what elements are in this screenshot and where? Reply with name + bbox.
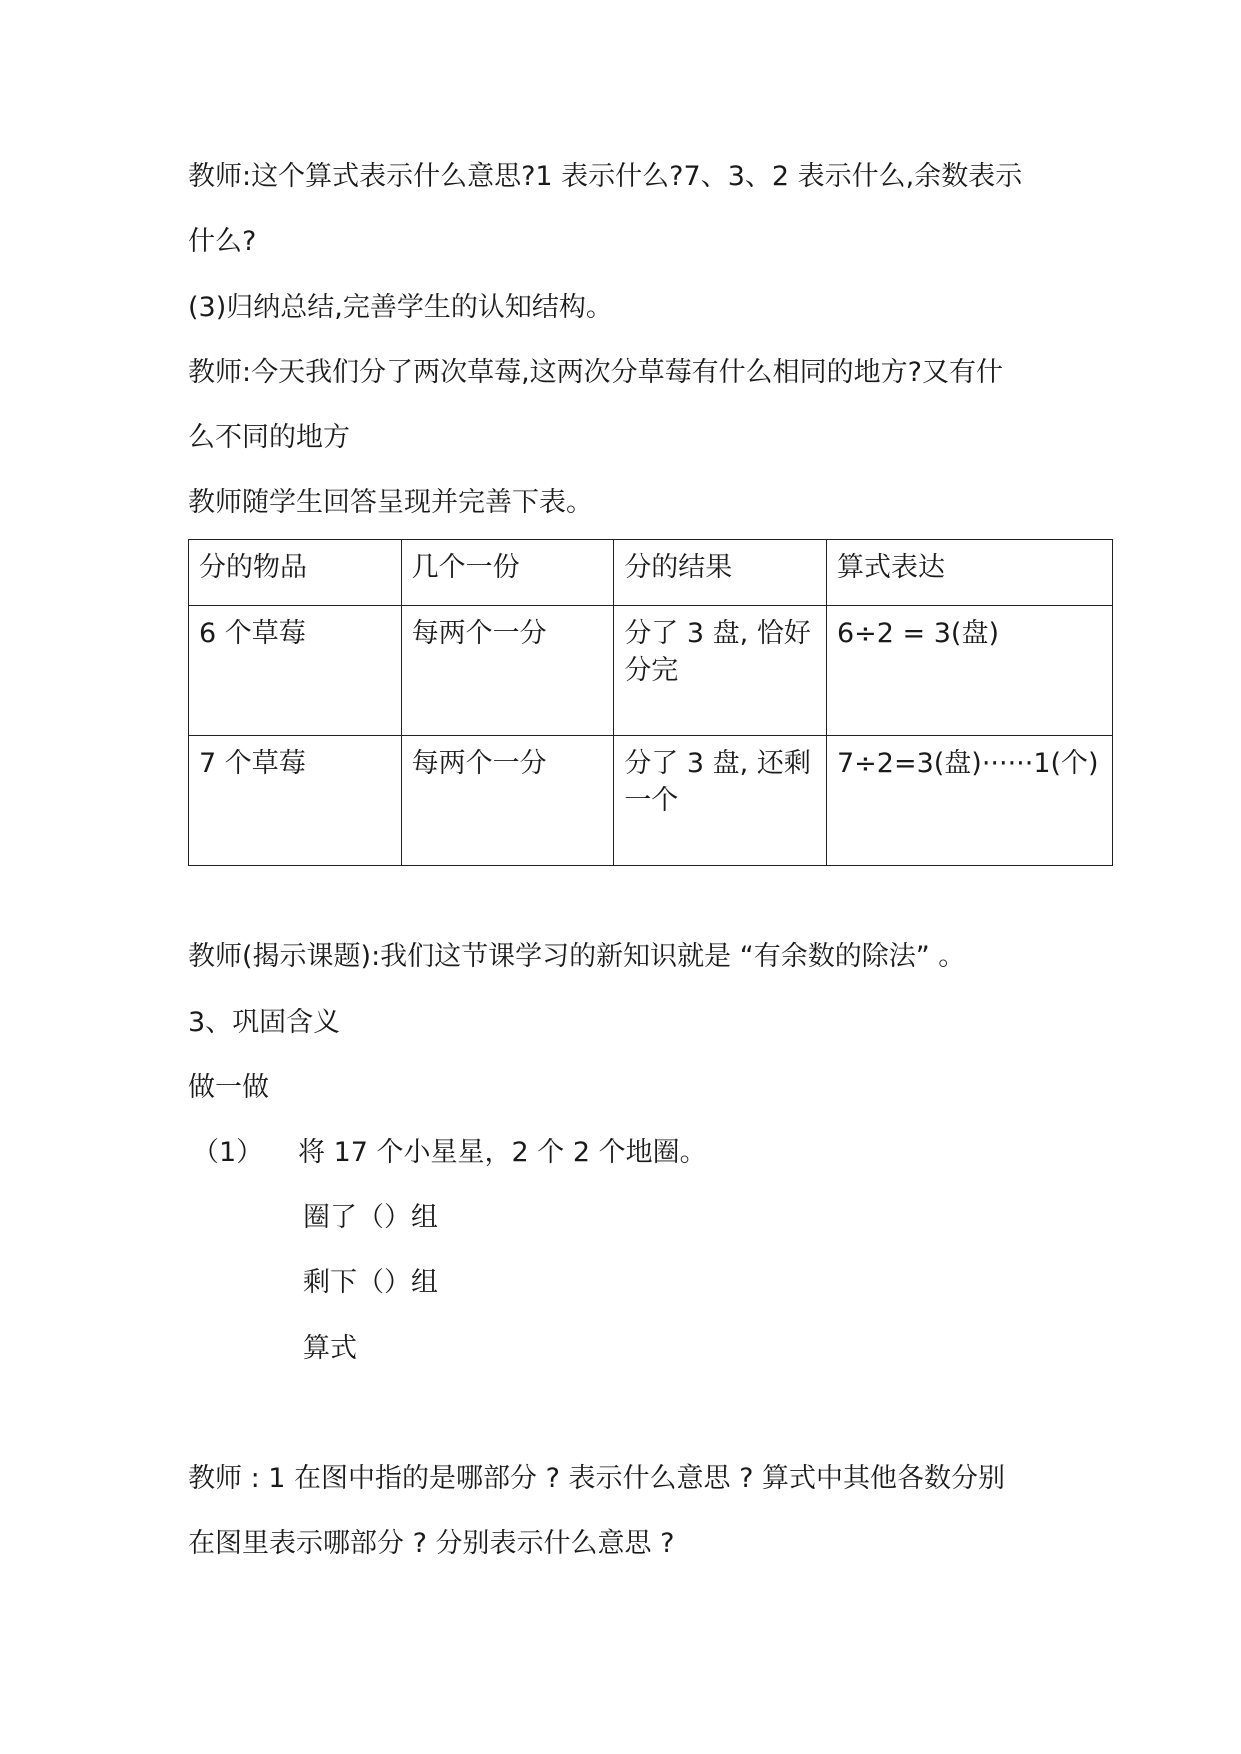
table-cell-result: [614, 606, 827, 736]
paragraph-teacher-question-line1: 教师:这个算式表示什么意思?1 表示什么?7、3、2 表示什么,余数表示: [188, 161, 1023, 192]
paragraph-teacher-explain-line1: 教师 : 1 在图中指的是哪部分 ? 表示什么意思 ? 算式中其他各数分别: [188, 1463, 1006, 1494]
table-header-cell: 分的结果: [614, 540, 827, 606]
table-cell-item: 7 个草莓: [189, 736, 402, 866]
table-header-cell: 分的物品: [189, 540, 402, 606]
result-line2: 分完: [624, 655, 679, 686]
paragraph-table-intro: 教师随学生回答呈现并完善下表。: [188, 487, 593, 518]
paragraph-teacher-explain-line2: 在图里表示哪部分 ? 分别表示什么意思 ?: [188, 1528, 675, 1559]
comparison-table: [188, 539, 1113, 866]
paragraph-summary-heading: (3)归纳总结,完善学生的认知结构。: [188, 292, 613, 323]
blank-formula: 算式: [303, 1333, 357, 1364]
blank-circled-groups: 圈了（）组: [303, 1202, 438, 1233]
paragraph-teacher-question-line2: 什么?: [188, 226, 257, 257]
blank-remaining: 剩下（）组: [303, 1267, 438, 1298]
paragraph-reveal-topic: 教师(揭示课题):我们这节课学习的新知识就是 “有余数的除法” 。: [188, 941, 966, 972]
result-line2: 一个: [624, 785, 679, 816]
table-cell-formula: 7÷2=3(盘)······1(个): [826, 736, 1112, 866]
section-heading-consolidate: 3、巩固含义: [188, 1007, 341, 1038]
result-line1: 分了 3 盘, 还剩: [624, 748, 811, 779]
table-header-row: [189, 540, 1113, 606]
table-row: [189, 606, 1113, 736]
paragraph-teacher-compare-line2: 么不同的地方: [188, 422, 350, 453]
table-cell-result: [614, 736, 827, 866]
table-header-cell: 几个一份: [401, 540, 614, 606]
table-cell-per: 每两个一分: [401, 606, 614, 736]
table-cell-item: 6 个草莓: [189, 606, 402, 736]
exercise-heading: 做一做: [188, 1072, 269, 1103]
exercise-number: （1）: [192, 1137, 264, 1168]
exercise-text: 将 17 个小星星，2 个 2 个地圈。: [298, 1137, 707, 1168]
table-header-cell: 算式表达: [826, 540, 1112, 606]
paragraph-teacher-compare-line1: 教师:今天我们分了两次草莓,这两次分草莓有什么相同的地方?又有什: [188, 357, 1004, 388]
table-cell-formula: 6÷2 = 3(盘): [826, 606, 1112, 736]
table-cell-per: 每两个一分: [401, 736, 614, 866]
result-line1: 分了 3 盘, 恰好: [624, 618, 811, 649]
table-row: [189, 736, 1113, 866]
